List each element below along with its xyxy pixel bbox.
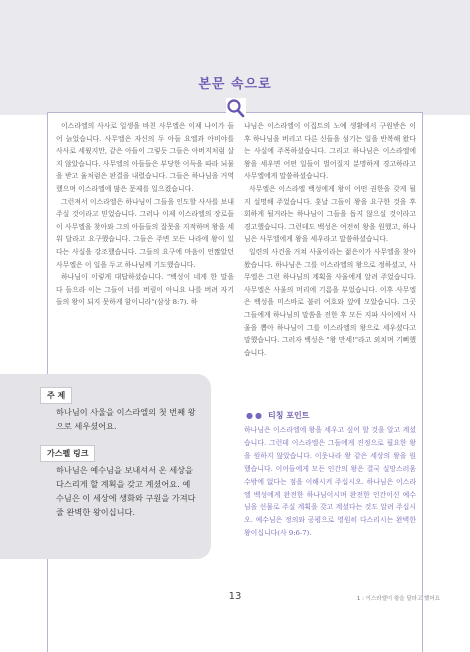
story-right-column bbox=[244, 120, 416, 359]
theme-text: 하나님이 사울을 이스라엘의 첫 번째 왕으로 세우셨어요. bbox=[56, 407, 196, 431]
story-paragraph: 이스라엘의 사사로 일생을 바친 사무엘은 이제 나이가 들어 늙었습니다. 사무엘은 자신의 두 아들 요엘과 아비야를 사사로 세웠지만, 같은 아들이 그렇듯 그들은 아버지처럼 살지 않았습니다. 사무엘의 아들들은 부당한 이득을 따라 뇌물을 받고 율처럼은 판결을 내렸습니다. 그들은 하나님을 거역했으며 이스라엘에 많은 문제를 일으켰습니다. bbox=[56, 122, 234, 193]
story-paragraph: 하나님이 이렇게 대답하셨습니다. "백성이 네게 한 말을 다 들으라 이는 그들이 너를 버림이 아니요 나를 버려 자기들의 왕이 되지 못하게 함이니라"(삼상 8:7). 하 bbox=[56, 273, 234, 307]
teaching-point-title: 티칭 포인트 bbox=[267, 411, 310, 420]
teaching-point-text: 하나님은 이스라엘에 왕을 세우고 싶어 할 것을 알고 계셨습니다. 그런데 이스라엘은 그들에게 진정으로 필요한 왕을 원하지 않았습니다. 이웃나라 왕 같은 세상의 왕을 원했습니다. 이어들에게 모든 인간의 왕은 결국 실망스러움 수밖에 없다는 점을 이해시켜 주십시오. 하나님은 이스라엘 백성에게 완전한 하나님이시며 완전한 인간이신 예수님을 선물로 주실 계획을 갖고 계셨다는 것도 알려 주십시오. 예수님은 정의와 공평으로 영원히 다스리시는 완벽한 왕이십니다(사 9:6-7). bbox=[244, 426, 416, 538]
gospel-link-label: 가스펠 링크 bbox=[40, 445, 95, 462]
section-title: 본문 속으로 bbox=[198, 77, 272, 92]
bullet-dots-icon: ●● bbox=[246, 411, 264, 420]
story-paragraph: 그런져서 이스라엘은 하나님이 그들을 인도할 사사를 보내 주실 것이라고 믿었습니다. 그러나 이제 이스라엘의 장로들이 사무엘을 찾아와 그의 아들들의 잘못을 지적하며 왕을 세워 달라고 요구했습니다. 그들은 주변 모든 나라에 왕이 있다는 사실을 강조했습니다. 그들의 요구에 마음이 언짢았던 사무엘은 이 일을 두고 하나님께 기도했습니다. bbox=[56, 197, 234, 269]
story-paragraph: 사무엘은 이스라엘 백성에게 왕이 어떤 권한을 갖게 될지 설명해 주었습니다. 훗날 그들이 왕을 요구한 것을 후회하게 될거라는 하나님이 그들을 돕지 않으실 것이라고 경고했습니다. 그런데도 백성은 여전히 왕을 원했고, 하나님은 사무엘에게 왕을 세우라고 말씀하셨습니다. bbox=[244, 184, 416, 244]
theme-label: 주 제 bbox=[40, 387, 72, 404]
gospel-link-text: 하나님은 예수님을 보내셔서 온 세상을 다스리게 할 계획을 갖고 계셨어요. 예수님은 이 세상에 생화와 구원을 가져다줄 완벽한 왕이십니다. bbox=[56, 465, 196, 517]
teaching-point-heading bbox=[246, 410, 309, 421]
story-paragraph: 나님은 이스라엘이 이집트의 노예 생활에서 구원받은 이후 하나님을 버리고 다른 신들을 섬기는 일을 반복해 왔다는 사실에 주목하셨습니다. 그리고 하나님은 이스라엘에 왕을 세우면 어떤 일들이 벌어질지 분명하게 경고하라고 사무엘에게 말씀하셨습니다. bbox=[244, 122, 416, 181]
story-paragraph: 일련의 사건을 거쳐 사울이라는 젊은이가 사무엘을 찾아왔습니다. 하나님은 그를 이스라엘의 왕으로 정하셨고, 사무엘은 그런 하나님의 계획을 사울에게 알려 주었습니다. 사무엘은 사울의 머리에 기름을 부었습니다. 이후 사무엘은 백성을 미스바로 불러 여호와 앞에 모았습니다. 그곳 그들에게 하나님의 말씀을 전한 후 모든 지파 사이에서 사울을 뽑아 하나님이 그를 이스라엘의 왕으로 세우셨다고 말했습니다. 그러자 백성은 "왕 만세!"라고 외치며 기뻐했습니다. bbox=[244, 247, 416, 357]
page-number: 13 bbox=[228, 591, 242, 602]
magnifier-icon bbox=[226, 98, 246, 120]
running-footer: 1 : 이스라엘이 왕을 달라고 했어요 bbox=[356, 596, 440, 602]
story-left-column bbox=[56, 120, 234, 309]
